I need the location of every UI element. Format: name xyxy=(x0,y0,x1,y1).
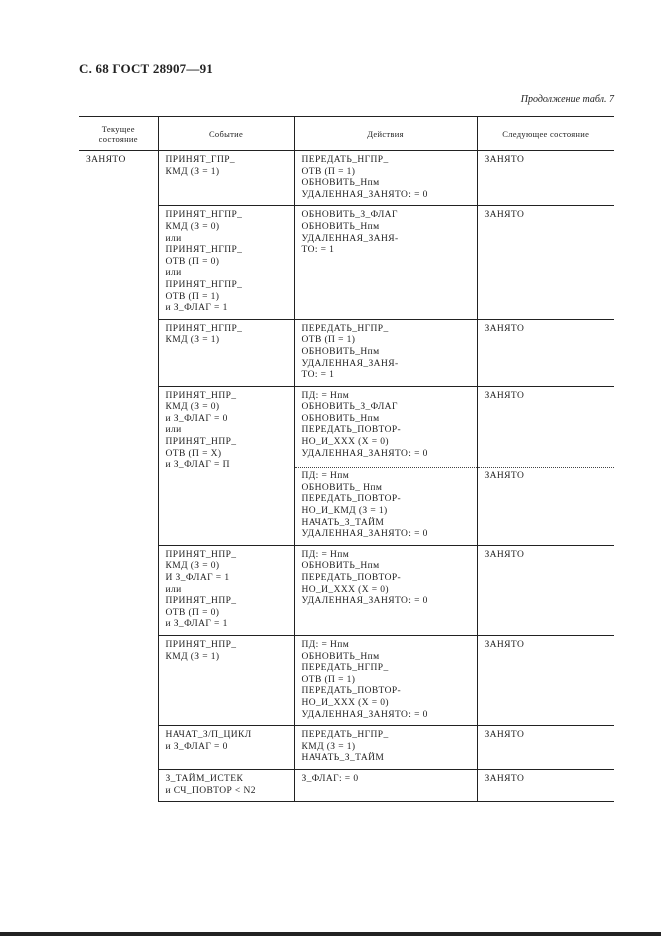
actions-cell xyxy=(294,319,477,386)
cell-line: ПД: = Нпм xyxy=(301,471,350,482)
cell-line: З_ФЛАГ: = 0 xyxy=(301,773,359,784)
cell-line: ОТВ (П = 0) xyxy=(165,607,220,618)
cell-line: ПД: = Нпм xyxy=(301,390,350,401)
cell-line: ОТВ (П = 1) xyxy=(301,674,356,685)
cell-line: и З_ФЛАГ = 1 xyxy=(165,619,228,630)
actions-cell xyxy=(294,151,477,206)
cell-line: ТО: = 1 xyxy=(301,370,335,381)
cell-line: ОТВ (П = Х) xyxy=(165,448,222,459)
cell-line: ПЕРЕДАТЬ_ПОВТОР- xyxy=(301,686,402,697)
cell-line: ОБНОВИТЬ_ Нпм xyxy=(301,482,383,493)
actions-cell xyxy=(294,206,477,319)
cell-line: ОБНОВИТЬ_Нпм xyxy=(301,413,380,424)
cell-line: УДАЛЕННАЯ_ЗАНЯТО: = 0 xyxy=(301,709,428,720)
table-row xyxy=(79,319,614,386)
cell-line: или xyxy=(165,584,182,595)
cell-line: ПРИНЯТ_НПР_ xyxy=(165,437,237,448)
cell-line: ПРИНЯТ_НПР_ xyxy=(165,639,237,650)
table-row xyxy=(79,726,614,770)
actions-block-a xyxy=(302,391,473,465)
cell-line: и З_ФЛАГ = 0 xyxy=(165,413,228,424)
cell-line: ОБНОВИТЬ_Нпм xyxy=(301,178,380,189)
header-current-state: Текущее состояние xyxy=(79,117,158,151)
event-cell xyxy=(158,545,294,635)
next-state-b: ЗАНЯТО xyxy=(484,471,525,482)
cell-line: НАЧАТЬ_З_ТАЙМ xyxy=(301,753,385,764)
cell-line: НО_И_КМД (З = 1) xyxy=(301,506,388,517)
cell-line: или xyxy=(165,268,182,279)
event-cell xyxy=(158,386,294,545)
next-state-cell: ЗАНЯТО xyxy=(477,635,614,725)
cell-line: ОБНОВИТЬ_З_ФЛАГ xyxy=(301,402,398,413)
event-cell xyxy=(158,151,294,206)
cell-line: и З_ФЛАГ = П xyxy=(165,460,230,471)
cell-line: ПЕРЕДАТЬ_НГПР_ xyxy=(301,663,389,674)
next-state-cell: ЗАНЯТО xyxy=(477,769,614,801)
cell-line: ПРИНЯТ_ГПР_ xyxy=(165,155,236,165)
cell-line: КМД (З = 0) xyxy=(165,402,220,413)
cell-line: ОТВ (П = 0) xyxy=(165,256,220,267)
cell-line: НО_И_ХХХ (Х = 0) xyxy=(301,437,389,448)
cell-line: ПД: = Нпм xyxy=(301,639,350,650)
cell-line: КМД (З = 1) xyxy=(165,166,220,177)
event-cell xyxy=(158,206,294,319)
header-actions: Действия xyxy=(294,117,477,151)
cell-line: ОБНОВИТЬ_З_ФЛАГ xyxy=(301,210,398,221)
actions-cell xyxy=(294,769,477,801)
cell-line: ПЕРЕДАТЬ_ПОВТОР- xyxy=(301,494,402,505)
current-state-cell: ЗАНЯТО xyxy=(86,155,126,165)
cell-line: или xyxy=(165,425,182,436)
cell-line: УДАЛЕННАЯ_ЗАНЯТО: = 0 xyxy=(301,596,428,607)
cell-line: НО_И_ХХХ (Х = 0) xyxy=(301,584,389,595)
cell-line: ПРИНЯТ_НПР_ xyxy=(165,596,237,607)
header-event: Событие xyxy=(158,117,294,151)
cell-line: КМД (З = 0) xyxy=(165,221,220,232)
cell-line: ПД: = Нпм xyxy=(301,549,350,560)
table-row xyxy=(79,386,614,545)
cell-line: ПРИНЯТ_НГПР_ xyxy=(165,245,243,256)
cell-line: ПРИНЯТ_НПР_ xyxy=(165,390,237,401)
cell-line: КМД (З = 0) xyxy=(165,561,220,572)
state-table xyxy=(79,116,614,802)
table-row xyxy=(79,769,614,801)
actions-cell xyxy=(294,545,477,635)
table-header-row xyxy=(79,117,614,151)
cell-line: ПЕРЕДАТЬ_НГПР_ xyxy=(301,730,389,741)
cell-line: ПЕРЕДАТЬ_ПОВТОР- xyxy=(301,425,402,436)
cell-line: ПРИНЯТ_НПР_ xyxy=(165,549,237,560)
page-header: С. 68 ГОСТ 28907—91 xyxy=(79,61,213,76)
cell-line: УДАЛЕННАЯ_ЗАНЯТО: = 0 xyxy=(301,189,428,200)
table-row xyxy=(79,545,614,635)
cell-line: КМД (З = 1) xyxy=(165,335,220,346)
event-cell xyxy=(158,726,294,770)
cell-line: ОБНОВИТЬ_Нпм xyxy=(301,346,380,357)
cell-line: УДАЛЕННАЯ_ЗАНЯ- xyxy=(301,358,399,369)
cell-line: НО_И_ХХХ (Х = 0) xyxy=(301,697,389,708)
next-state-cell: ЗАНЯТО xyxy=(477,726,614,770)
cell-line: ПРИНЯТ_НГПР_ xyxy=(165,210,243,221)
actions-block-b xyxy=(302,468,473,541)
next-state-cell: ЗАНЯТО xyxy=(477,545,614,635)
cell-line: НАЧАТ_З/П_ЦИКЛ xyxy=(165,730,252,741)
cell-line: и З_ФЛАГ = 1 xyxy=(165,303,228,314)
cell-line: И З_ФЛАГ = 1 xyxy=(165,573,230,583)
cell-line: ОТВ (П = 1) xyxy=(301,166,356,177)
next-state-cell: ЗАНЯТО xyxy=(477,151,614,206)
cell-line: УДАЛЕННАЯ_ЗАНЯТО: = 0 xyxy=(301,529,428,540)
table-row xyxy=(79,206,614,319)
table-row xyxy=(79,635,614,725)
next-state-cell: ЗАНЯТО xyxy=(477,206,614,319)
event-cell xyxy=(158,635,294,725)
cell-line: ПРИНЯТ_НГПР_ xyxy=(165,323,243,334)
actions-cell xyxy=(294,635,477,725)
cell-line: ПЕРЕДАТЬ_НГПР_ xyxy=(301,323,389,334)
cell-line: ОТВ (П = 1) xyxy=(301,335,356,346)
cell-line: ОБНОВИТЬ_Нпм xyxy=(301,561,380,572)
cell-line: или xyxy=(165,233,182,244)
cell-line: НАЧАТЬ_З_ТАЙМ xyxy=(301,517,385,528)
cell-line: ПРИНЯТ_НГПР_ xyxy=(165,279,243,290)
event-cell xyxy=(158,319,294,386)
cell-line: ОБНОВИТЬ_Нпм xyxy=(301,651,380,662)
table-caption: Продолжение табл. 7 xyxy=(520,94,614,105)
cell-line: и З_ФЛАГ = 0 xyxy=(165,741,228,752)
cell-line: З_ТАЙМ_ИСТЕК xyxy=(165,773,244,784)
header-next-state: Следующее состояние xyxy=(477,117,614,151)
cell-line: УДАЛЕННАЯ_ЗАНЯ- xyxy=(301,233,399,244)
cell-line: ОТВ (П = 1) xyxy=(165,291,220,302)
cell-line: УДАЛЕННАЯ_ЗАНЯТО: = 0 xyxy=(301,448,428,459)
table-row xyxy=(79,151,614,206)
cell-line: и СЧ_ПОВТОР < N2 xyxy=(165,785,256,796)
next-state-cell: ЗАНЯТО xyxy=(477,319,614,386)
cell-line: ТО: = 1 xyxy=(301,245,335,256)
actions-cell xyxy=(294,386,477,545)
event-cell xyxy=(158,769,294,801)
cell-line: ПЕРЕДАТЬ_ПОВТОР- xyxy=(301,573,402,583)
next-state-a: ЗАНЯТО xyxy=(484,390,525,401)
page-bottom-rule xyxy=(0,932,661,936)
cell-line: ОБНОВИТЬ_Нпм xyxy=(301,221,380,232)
cell-line: КМД (З = 1) xyxy=(301,741,356,752)
actions-cell xyxy=(294,726,477,770)
cell-line: КМД (З = 1) xyxy=(165,651,220,662)
next-state-cell xyxy=(477,386,614,545)
cell-line: ПЕРЕДАТЬ_НГПР_ xyxy=(301,155,389,165)
